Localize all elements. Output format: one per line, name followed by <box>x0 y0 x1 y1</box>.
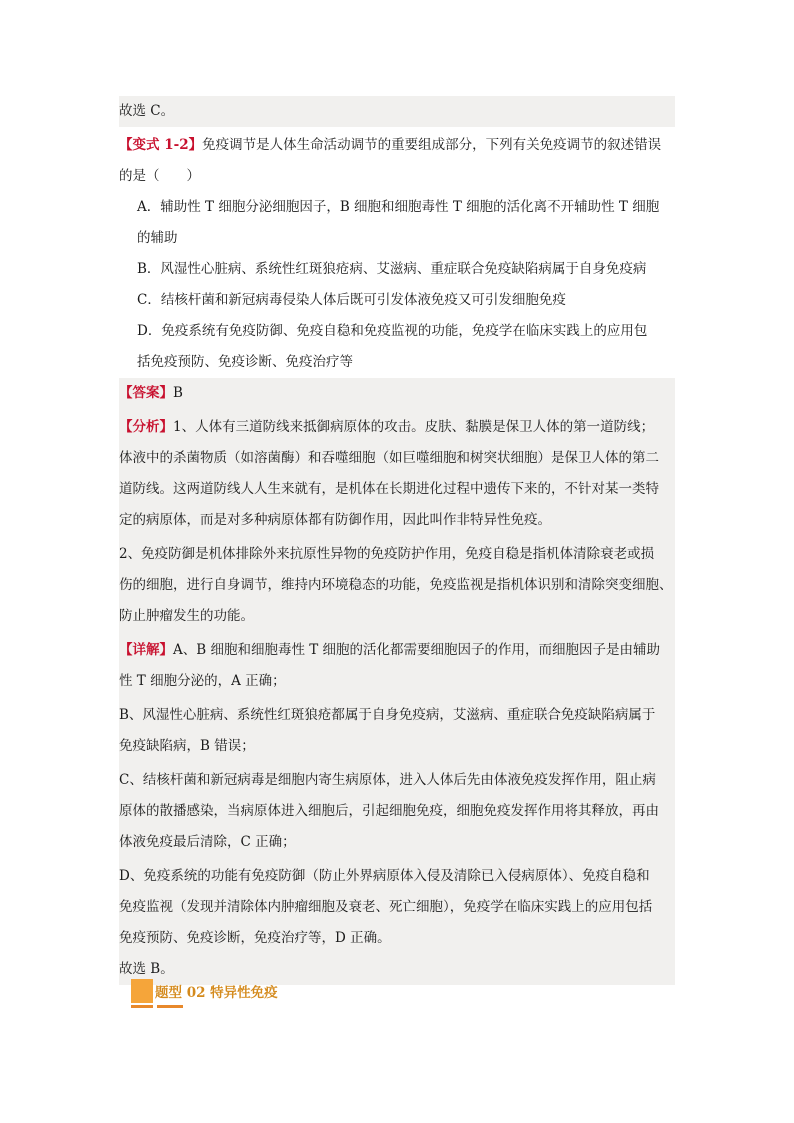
option-d <box>119 316 675 378</box>
option-d-line2: 括免疫预防、免疫诊断、免疫治疗等 <box>137 354 353 370</box>
option-c <box>119 285 675 316</box>
detail-d-line1: D、免疫系统的功能有免疫防御（防止外界病原体入侵及清除已入侵病原体）、免疫自稳和 <box>119 868 650 884</box>
option-b <box>119 254 675 285</box>
detail-d-line3: 免疫预防、免疫诊断，免疫治疗等，D 正确。 <box>119 930 391 946</box>
analysis-p1-line4: 定的病原体，而是对多种病原体都有防御作用，因此叫作非特异性免疫。 <box>119 512 551 528</box>
detail-c-line3: 体液免疫最后清除，C 正确； <box>119 834 296 850</box>
detail-d-line2: 免疫监视（发现并清除体内肿瘤细胞及衰老、死亡细胞），免疫学在临床实践上的应用包括 <box>119 899 653 915</box>
intro-line: 故选 C。 <box>119 96 675 127</box>
conclusion-line: 故选 B。 <box>119 961 174 977</box>
detail-a-line1: A、B 细胞和细胞毒性 T 细胞的活化都需要细胞因子的作用，而细胞因子是由辅助 <box>173 642 661 658</box>
analysis-p1-line2: 体液中的杀菌物质（如溶菌酶）和吞噬细胞（如巨噬细胞和树突状细胞）是保卫人体的第二 <box>119 450 659 466</box>
option-d-line1: D．免疫系统有免疫防御、免疫自稳和免疫监视的功能，免疫学在临床实践上的应用包 <box>137 323 648 339</box>
detail-c-line1: C、结核杆菌和新冠病毒是细胞内寄生病原体，进入人体后先由体液免疫发挥作用，阻止病 <box>119 772 656 788</box>
question-stem-line1: 免疫调节是人体生命活动调节的重要组成部分，下列有关免疫调节的叙述错误 <box>202 137 662 153</box>
detail-b-line2: 免疫缺陷病，B 错误； <box>119 738 255 754</box>
section-underline <box>131 1005 153 1008</box>
analysis-p1-line1: 1、人体有三道防线来抵御病原体的攻击。皮肤、黏膜是保卫人体的第一道防线； <box>173 419 655 435</box>
detail-b-line1: B、风湿性心脏病、系统性红斑狼疮都属于自身免疫病，艾滋病、重症联合免疫缺陷病属于 <box>119 707 656 723</box>
document-body <box>119 96 675 985</box>
question-block <box>119 130 675 378</box>
detail-a-line2: 性 T 细胞分泌的，A 正确； <box>119 673 286 689</box>
solution-block <box>119 378 675 985</box>
answer-value: B <box>173 385 183 401</box>
section-underline-2 <box>157 1005 183 1008</box>
analysis-p2-line1: 2、免疫防御是机体排除外来抗原性异物的免疫防护作用，免疫自稳是指机体清除衰老或损 <box>119 546 655 562</box>
section-heading <box>131 977 331 1007</box>
option-c-line1: C．结核杆菌和新冠病毒侵染人体后既可引发体液免疫又可引发细胞免疫 <box>137 292 566 308</box>
answer-tag: 【答案】 <box>119 385 173 401</box>
option-b-line1: B．风湿性心脏病、系统性红斑狼疮病、艾滋病、重症联合免疫缺陷病属于自身免疫病 <box>137 261 647 277</box>
question-tag: 【变式 1-2】 <box>119 137 203 153</box>
question-stem-line2: 的是（ ） <box>119 168 200 184</box>
analysis-p2-line2: 伤的细胞，进行自身调节，维持内环境稳态的功能，免疫监视是指机体识别和清除突变细胞、 <box>119 577 673 593</box>
analysis-p1-line3: 道防线。这两道防线人人生来就有，是机体在长期进化过程中遗传下来的，不针对某一类特 <box>119 481 659 497</box>
analysis-tag: 【分析】 <box>119 419 173 435</box>
option-a-line1: A．辅助性 T 细胞分泌细胞因子，B 细胞和细胞毒性 T 细胞的活化离不开辅助性 T 细胞 <box>137 199 660 215</box>
section-title: 题型 02 特异性免疫 <box>155 985 278 1001</box>
detail-c-line2: 原体的散播感染，当病原体进入细胞后，引起细胞免疫，细胞免疫发挥作用将其释放，再由 <box>119 803 659 819</box>
option-a-line2: 的辅助 <box>137 230 178 246</box>
section-marker-icon <box>131 979 153 1003</box>
detail-tag: 【详解】 <box>119 642 173 658</box>
option-a <box>119 192 675 254</box>
analysis-p2-line3: 防止肿瘤发生的功能。 <box>119 608 254 624</box>
